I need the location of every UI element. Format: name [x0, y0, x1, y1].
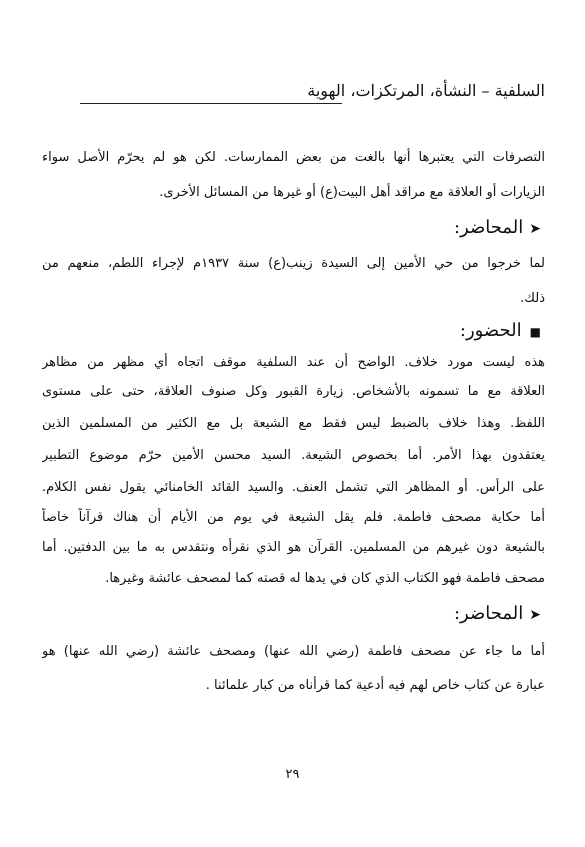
speaker-heading-label: المحاضر: [453, 603, 524, 624]
header-rule [80, 103, 342, 104]
speaker-heading-label: الحضور: [459, 320, 522, 341]
arrow-icon: ➤ [529, 221, 541, 237]
bullet-icon: ■ [529, 325, 541, 339]
section-1-line-1: لما خرجوا من حي الأمين إلى السيدة زينب(ع) سنة ١٩٣٧م لإجراء اللطم، منعهم من [42, 256, 545, 271]
paragraph-1-line-1: التصرفات التي يعتبرها أنها بالغت من بعض الممارسات. لكن هو لم يحرّم الأصل سواء [42, 150, 545, 165]
speaker-heading-label: المحاضر: [453, 217, 524, 238]
section-2-line-7: بالشيعة دون غيرهم من المسلمين. القرآن هو الذي نقرأه ونتقدس به ما بين الدفتين. أما [42, 540, 545, 555]
section-2-line-4: يعتقدون بهذا الأمر. أما بخصوص الشيعة. السيد محسن الأمين حرّم موضوع التطبير [42, 448, 545, 463]
running-header: السلفية – النشأة، المرتكزات، الهوية [307, 81, 545, 100]
paragraph-1-line-2: الزيارات أو العلاقة مع مراقد أهل البيت(ع) أو غيرها من المسائل الأخرى. [159, 185, 545, 200]
section-3-line-2: عبارة عن كتاب خاص لهم فيه أدعية كما قرأناه من كبار علمائنا . [205, 678, 545, 693]
section-2-line-2: العلاقة مع ما تسمونه بالأشخاص. زيارة القبور وكل صنوف العلاقة، حتى على مستوى [42, 384, 545, 399]
section-2-line-8: مصحف فاطمة فهو الكتاب الذي كان في يدها له قصته كما لمصحف عائشة وغيرها. [105, 571, 545, 586]
speaker-heading-audience [460, 319, 541, 344]
section-2-line-3: اللفظ. وهذا خلاف بالضبط ليس فقط مع الشيعة بل مع الكثير من المسلمين الذين [42, 416, 545, 431]
arrow-icon: ➤ [529, 607, 541, 623]
section-2-line-6: أما حكاية مصحف فاطمة. فلم يقل الشيعة في يوم من الأيام أن هناك قرآناً خاصاً [42, 510, 545, 525]
section-2-line-5: على الرأس. أو المظاهر التي تشمل العنف. والسيد القائد الخامنائي يقول نفس الكلام. [42, 480, 545, 495]
page-number: ٢٩ [285, 767, 300, 782]
speaker-heading-lecturer [454, 602, 541, 627]
section-3-line-1: أما ما جاء عن مصحف فاطمة (رضي الله عنها) ومصحف عائشة (رضي الله عنها) هو [42, 644, 545, 659]
section-2-line-1: هذه ليست مورد خلاف. الواضح أن عند السلفية موقف اتجاه أي مظهر من مظاهر [42, 355, 545, 370]
speaker-heading-lecturer [454, 216, 541, 241]
section-1-line-2: ذلك. [520, 291, 545, 306]
